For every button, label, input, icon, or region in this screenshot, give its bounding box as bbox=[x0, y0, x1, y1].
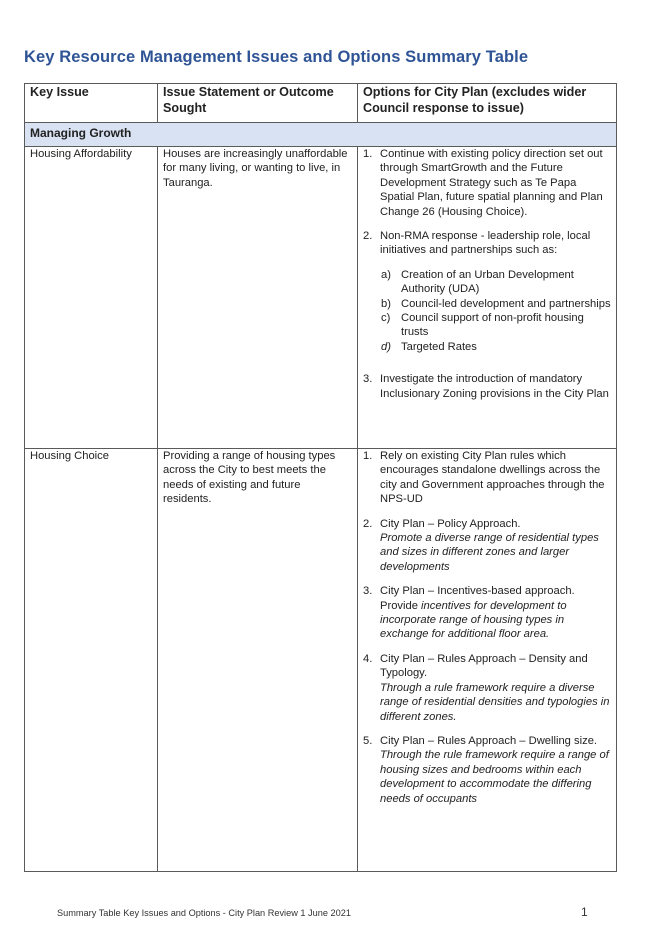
option-text: City Plan – Incentives-based approach. Provide bbox=[380, 585, 575, 612]
table-row bbox=[25, 449, 617, 872]
option-number: 2. bbox=[363, 517, 373, 530]
option-number: 1. bbox=[363, 148, 373, 160]
sub-option-letter: a) bbox=[381, 268, 391, 281]
sub-option-item bbox=[380, 268, 611, 297]
option-italic-text: Promote a diverse range of residential types and sizes in different zones and larger developments bbox=[380, 532, 599, 573]
header-key-issue: Key Issue bbox=[25, 84, 158, 123]
sub-option-text: Targeted Rates bbox=[401, 340, 477, 353]
options-list bbox=[363, 449, 611, 806]
sub-option-item bbox=[380, 297, 611, 311]
sub-option-text: Council-led development and partnerships bbox=[401, 297, 611, 310]
sub-option-item bbox=[380, 340, 611, 354]
option-number: 2. bbox=[363, 230, 373, 243]
page-title: Key Resource Management Issues and Options Summary Table bbox=[24, 48, 529, 66]
sub-option-text: Council support of non-profit housing trusts bbox=[401, 312, 584, 339]
header-issue-statement: Issue Statement or Outcome Sought bbox=[158, 84, 358, 123]
option-text: City Plan – Policy Approach. bbox=[380, 517, 521, 530]
issue-statement-cell: Providing a range of housing types across the City to best meets the needs of existing and future residents. bbox=[158, 449, 358, 872]
section-row bbox=[25, 123, 617, 147]
option-text: Continue with existing policy direction set out through SmartGrowth and the Future Development Strategy such as Te Papa Spatial Plan, future spatial planning and Plan Change 26 (Housing Choice). bbox=[380, 148, 603, 218]
sub-option-letter: d) bbox=[381, 340, 391, 353]
option-number: 1. bbox=[363, 450, 373, 462]
option-text: Rely on existing City Plan rules which encourages standalone dwellings across the city and Government approaches through the NPS-UD bbox=[380, 450, 605, 506]
option-item bbox=[363, 449, 611, 507]
option-text: City Plan – Rules Approach – Dwelling size. bbox=[380, 734, 598, 747]
option-italic-text: Through the rule framework require a range of housing sizes and bedrooms within each development to accommodate the differing needs of occupants bbox=[380, 749, 609, 805]
option-text: City Plan – Rules Approach – Density and Typology. bbox=[380, 652, 588, 680]
option-item bbox=[363, 652, 611, 724]
sub-option-letter: b) bbox=[381, 297, 391, 310]
option-number: 3. bbox=[363, 585, 373, 598]
section-managing-growth: Managing Growth bbox=[25, 123, 617, 147]
sub-option-text: Creation of an Urban Development Authority (UDA) bbox=[401, 268, 574, 296]
option-text: Non-RMA response - leadership role, local initiatives and partnerships such as: bbox=[380, 230, 591, 257]
option-text: Investigate the introduction of mandatory Inclusionary Zoning provisions in the City Plan bbox=[380, 373, 609, 400]
key-issue-cell: Housing Affordability bbox=[25, 147, 158, 449]
option-number: 4. bbox=[363, 652, 373, 665]
page-footer: Summary Table Key Issues and Options - City Plan Review 1 June 2021 bbox=[57, 908, 351, 918]
header-options: Options for City Plan (excludes wider Council response to issue) bbox=[358, 84, 617, 123]
options-cell bbox=[358, 147, 617, 449]
options-cell bbox=[358, 449, 617, 872]
option-number: 5. bbox=[363, 734, 373, 747]
issue-statement-cell: Houses are increasingly unaffordable for many living, or wanting to live, in Tauranga. bbox=[158, 147, 358, 449]
option-item bbox=[363, 584, 611, 642]
option-item bbox=[363, 517, 611, 575]
sub-options-list bbox=[380, 268, 611, 354]
option-number: 3. bbox=[363, 373, 373, 386]
option-item bbox=[363, 734, 611, 806]
option-italic-text: incentives for development to incorporate range of housing types in exchange for additional floor area. bbox=[380, 599, 567, 641]
option-item bbox=[363, 229, 611, 354]
table-header-row bbox=[25, 84, 617, 123]
option-item bbox=[363, 372, 611, 401]
option-item bbox=[363, 147, 611, 219]
sub-option-item bbox=[380, 311, 611, 340]
sub-option-letter: c) bbox=[381, 312, 391, 325]
key-issue-cell: Housing Choice bbox=[25, 449, 158, 872]
summary-table bbox=[24, 83, 617, 872]
page-number: 1 bbox=[581, 905, 588, 919]
options-list bbox=[363, 147, 611, 401]
option-italic-text: Through a rule framework require a diverse range of residential densities and typologies in different zones. bbox=[380, 681, 610, 723]
table-row bbox=[25, 147, 617, 449]
